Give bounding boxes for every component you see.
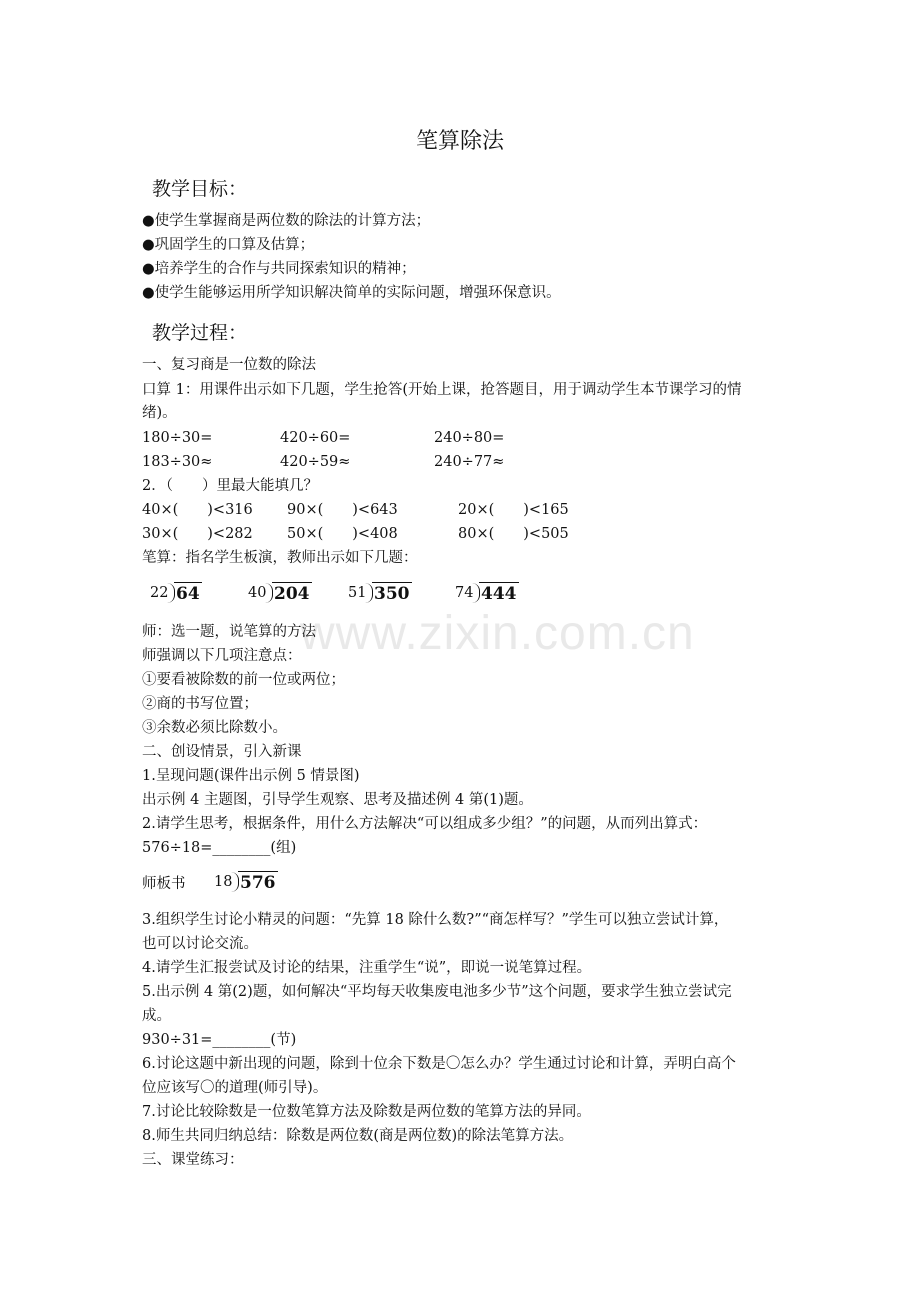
- paragraph: 8.师生共同归纳总结：除数是两位数(商是两位数)的除法笔算方法。: [142, 1128, 574, 1144]
- paragraph: 位应该写〇的道理(师引导)。: [142, 1080, 328, 1096]
- divisor: 51: [348, 585, 367, 601]
- fill-problem: 20×( )<165: [458, 502, 569, 518]
- goal-item: ●使学生掌握商是两位数的除法的计算方法；: [142, 213, 431, 229]
- goals-heading: 教学目标：: [152, 178, 248, 200]
- paragraph: 师：选一题，说笔算的方法: [142, 624, 316, 640]
- dividend: 350: [374, 584, 410, 604]
- fill-problem: 30×( )<282: [142, 526, 253, 542]
- paragraph: 7.讨论比较除数是一位数笔算方法及除数是两位数的笔算方法的异同。: [142, 1104, 591, 1120]
- goal-item: ●使学生能够运用所学知识解决简单的实际问题，增强环保意识。: [142, 285, 561, 301]
- divisor: 18: [214, 874, 233, 890]
- paragraph: 绪)。: [142, 405, 177, 421]
- long-division: [150, 580, 210, 606]
- paragraph: 5.出示例 4 第(2)题，如何解决“平均每天收集废电池多少节”这个问题，要求学生独立尝试完: [142, 984, 732, 1000]
- section-heading: 三、课堂练习：: [142, 1152, 244, 1168]
- section-heading: 二、创设情景，引入新课: [142, 744, 302, 760]
- fill-problem: 80×( )<505: [458, 526, 569, 542]
- watermark: www.zixin.com.cn: [300, 607, 695, 660]
- paragraph: 笔算：指名学生板演，教师出示如下几题：: [142, 550, 418, 566]
- paragraph: 2.请学生思考，根据条件，用什么方法解决“可以组成多少组？”的问题，从而列出算式：: [142, 816, 708, 832]
- goal-item: ●培养学生的合作与共同探索知识的精神；: [142, 261, 416, 277]
- process-heading: 教学过程：: [152, 322, 248, 344]
- long-division: [248, 580, 318, 606]
- paragraph: 1.呈现问题(课件出示例 5 情景图): [142, 768, 360, 784]
- dividend: 444: [481, 584, 517, 604]
- fill-problem: 90×( )<643: [287, 502, 398, 518]
- oral-problem: 240÷77≈: [434, 454, 505, 470]
- long-division: [455, 580, 525, 606]
- oral-problem: 420÷59≈: [280, 454, 351, 470]
- dividend: 64: [176, 584, 200, 604]
- dividend: 204: [274, 584, 310, 604]
- goal-item: ●巩固学生的口算及估算；: [142, 237, 315, 253]
- long-division: [348, 580, 418, 606]
- paragraph: 也可以讨论交流。: [142, 936, 258, 952]
- section-heading: 一、复习商是一位数的除法: [142, 357, 316, 373]
- page-title: 笔算除法: [415, 129, 504, 154]
- point-item: ①要看被除数的前一位或两位；: [142, 672, 345, 688]
- divisor: 74: [455, 585, 474, 601]
- oral-problem: 183÷30≈: [142, 454, 213, 470]
- fill-problem: 50×( )<408: [287, 526, 398, 542]
- oral-problem: 180÷30=: [142, 430, 213, 446]
- equation: 930÷31=________(节): [142, 1032, 297, 1048]
- board-label: 师板书: [142, 876, 186, 892]
- divisor: 22: [150, 585, 169, 601]
- dividend: 576: [240, 873, 276, 893]
- long-division: [214, 869, 284, 895]
- paragraph: 出示例 4 主题图，引导学生观察、思考及描述例 4 第(1)题。: [142, 792, 533, 808]
- paragraph: 4.请学生汇报尝试及讨论的结果，注重学生“说”，即说一说笔算过程。: [142, 960, 592, 976]
- divisor: 40: [248, 585, 267, 601]
- point-item: ③余数必须比除数小。: [142, 720, 287, 736]
- oral-problem: 420÷60=: [280, 430, 351, 446]
- paragraph: 成。: [142, 1008, 171, 1024]
- paragraph: 6.讨论这题中新出现的问题，除到十位余下数是〇怎么办？学生通过讨论和计算，弄明白高个: [142, 1056, 736, 1072]
- fill-title: 2．（ ）里最大能填几？: [142, 478, 318, 494]
- paragraph: 3.组织学生讨论小精灵的问题：“先算 18 除什么数?”“商怎样写？”学生可以独立尝试计算，: [142, 912, 729, 928]
- paragraph: 口算 1：用课件出示如下几题，学生抢答(开始上课，抢答题目，用于调动学生本节课学习的情: [142, 382, 742, 398]
- fill-problem: 40×( )<316: [142, 502, 253, 518]
- equation: 576÷18=________(组): [142, 840, 297, 856]
- paragraph: 师强调以下几项注意点：: [142, 648, 302, 664]
- oral-problem: 240÷80=: [434, 430, 505, 446]
- point-item: ②商的书写位置；: [142, 696, 258, 712]
